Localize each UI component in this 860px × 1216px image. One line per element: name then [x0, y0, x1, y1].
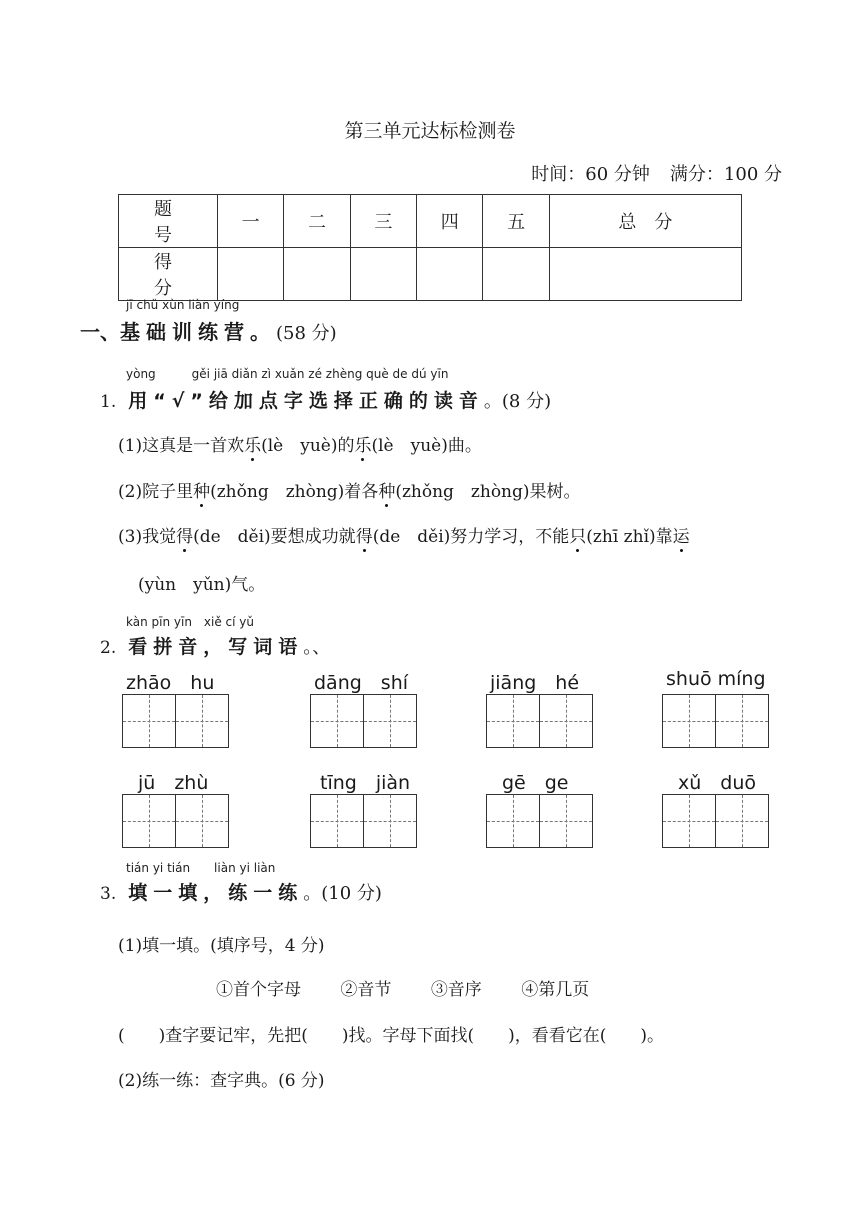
- q2-pinyin: kàn pīn yīn xiě cí yǔ: [126, 615, 255, 629]
- option-3: ③音序: [430, 980, 482, 1000]
- q3-fill-line[interactable]: ( )查字要记牢，先把( )找。字母下面找( )，看看它在( )。: [118, 1026, 665, 1046]
- writing-grid: [486, 694, 592, 748]
- q3-sub2: (2)练一练：查字典。(6 分): [118, 1071, 325, 1091]
- writing-cell[interactable]: [363, 694, 417, 748]
- dotted-char: 得: [355, 527, 373, 547]
- dotted-char: 乐: [354, 436, 372, 456]
- writing-cell[interactable]: [662, 794, 716, 848]
- time-limit: 时间：60 分钟: [531, 164, 650, 185]
- dotted-char: 运: [672, 527, 690, 547]
- writing-grid: [662, 794, 768, 848]
- word-pinyin: xǔ duō: [678, 772, 757, 794]
- score-table-score-row: [119, 248, 742, 301]
- writing-grid: [310, 794, 416, 848]
- dotted-char: 种: [378, 482, 396, 502]
- q1-item-3-options[interactable]: (de děi)努力学习，不能: [372, 527, 570, 547]
- score-table-col: 总 分: [549, 195, 741, 248]
- writing-cell[interactable]: [122, 794, 176, 848]
- q3-options: [216, 975, 589, 1000]
- q2-heading: [100, 632, 330, 659]
- dotted-char: 只: [569, 527, 587, 547]
- q1-item-2-options[interactable]: (zhǒng zhòng)果树。: [395, 482, 581, 502]
- score-cell[interactable]: [284, 248, 350, 301]
- q1-heading: [100, 386, 551, 413]
- writing-grid: [310, 694, 416, 748]
- writing-cell[interactable]: [310, 694, 364, 748]
- writing-cell[interactable]: [122, 694, 176, 748]
- writing-cell[interactable]: [486, 794, 540, 848]
- score-table-col: 三: [350, 195, 416, 248]
- section1-number: 一、: [80, 320, 120, 344]
- full-score: 满分：100 分: [669, 164, 782, 185]
- writing-cell[interactable]: [363, 794, 417, 848]
- q3-sub1: (1)填一填。(填序号，4 分): [118, 936, 325, 956]
- word-pinyin: dāng shí: [314, 672, 409, 694]
- q1-title: 用“√”给加点字选择正确的读音: [128, 390, 484, 412]
- score-table-header-label: 题 号: [119, 195, 218, 248]
- writing-cell[interactable]: [662, 694, 716, 748]
- dotted-char: 得: [176, 527, 194, 547]
- q1-item-1-options[interactable]: (lè yuè)曲。: [371, 436, 482, 456]
- section1-points: (58 分): [276, 323, 337, 344]
- q3-number: 3.: [100, 884, 117, 904]
- score-table-row-label: 得 分: [119, 248, 218, 301]
- q1-item-1: [118, 431, 482, 456]
- score-table-header-row: [119, 195, 742, 248]
- writing-cell[interactable]: [715, 794, 769, 848]
- q1-pinyin: yòng gěi jiā diǎn zì xuǎn zé zhèng què de dú yīn: [126, 367, 449, 381]
- writing-grid: [486, 794, 592, 848]
- q3-points: 。(10 分): [303, 883, 382, 904]
- dotted-char: 乐: [244, 436, 262, 456]
- option-1: ①首个字母: [216, 980, 301, 1000]
- writing-cell[interactable]: [539, 794, 593, 848]
- writing-cell[interactable]: [175, 794, 229, 848]
- option-4: ④第几页: [521, 980, 590, 1000]
- writing-grid: [662, 694, 768, 748]
- word-pinyin: jū zhù: [138, 772, 209, 794]
- word-pinyin: tīng jiàn: [320, 772, 411, 794]
- word-pinyin: jiāng hé: [490, 672, 580, 694]
- q3-title: 填一填，练一练: [128, 882, 304, 904]
- q1-item-3-options[interactable]: (de děi)要想成功就: [193, 527, 356, 547]
- score-table: [118, 194, 742, 301]
- q1-item-3-options[interactable]: (zhī zhǐ)靠: [586, 527, 673, 547]
- writing-grid: [122, 794, 228, 848]
- writing-cell[interactable]: [310, 794, 364, 848]
- writing-cell[interactable]: [715, 694, 769, 748]
- q2-suffix: 。、: [303, 637, 331, 658]
- score-cell[interactable]: [483, 248, 549, 301]
- word-pinyin: gē ge: [502, 772, 569, 794]
- q1-points: 。(8 分): [483, 391, 552, 412]
- section1-pinyin: jī chǔ xùn liàn yíng: [126, 298, 240, 312]
- time-info: [531, 160, 782, 186]
- q2-title: 看拼音，写词语: [128, 636, 304, 658]
- word-pinyin: zhāo hu: [126, 672, 215, 694]
- writing-cell[interactable]: [539, 694, 593, 748]
- q1-item-1-text: (1)这真是一首欢: [118, 436, 245, 456]
- score-cell[interactable]: [549, 248, 741, 301]
- q1-item-2-text: (2)院子里: [118, 482, 194, 502]
- section1-title: 基础训练营。: [120, 320, 276, 344]
- word-pinyin: shuō míng: [666, 668, 766, 690]
- exam-title: 第三单元达标检测卷: [344, 120, 516, 142]
- q1-item-3: [118, 522, 690, 547]
- score-table-col: 四: [417, 195, 483, 248]
- q1-item-2: [118, 477, 581, 502]
- writing-grid: [122, 694, 228, 748]
- writing-cell[interactable]: [175, 694, 229, 748]
- q1-item-2-options[interactable]: (zhǒng zhòng)着各: [210, 482, 379, 502]
- score-table-col: 二: [284, 195, 350, 248]
- q1-number: 1.: [100, 392, 117, 412]
- writing-cell[interactable]: [486, 694, 540, 748]
- q1-item-3-continued[interactable]: (yùn yǔn)气。: [138, 575, 266, 595]
- score-table-col: 五: [483, 195, 549, 248]
- q3-pinyin: tián yi tián liàn yi liàn: [126, 861, 276, 875]
- option-2: ②音节: [340, 980, 392, 1000]
- dotted-char: 种: [193, 482, 211, 502]
- q1-item-3-text: (3)我觉: [118, 527, 177, 547]
- q3-heading: [100, 878, 382, 905]
- score-table-col: 一: [218, 195, 284, 248]
- section1-heading: [80, 316, 337, 345]
- score-cell[interactable]: [350, 248, 416, 301]
- q1-item-1-options[interactable]: (lè yuè)的: [261, 436, 355, 456]
- q2-number: 2.: [100, 638, 117, 658]
- score-cell[interactable]: [417, 248, 483, 301]
